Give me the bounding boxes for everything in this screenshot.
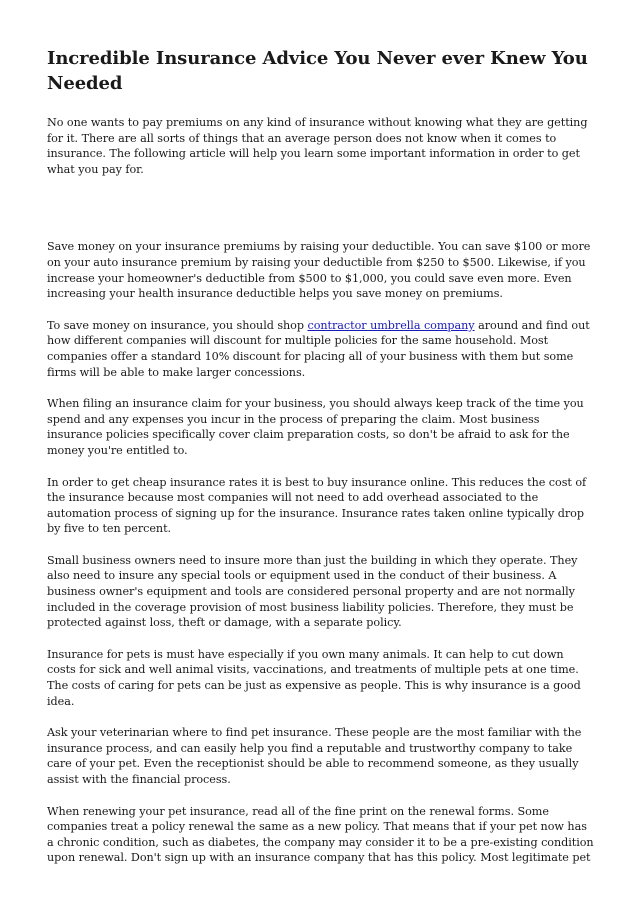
paragraph-small-business: Small business owners need to insure more than just the building in which they operate. They also need to insure any special tools or equipment used in the conduct of their business. A business owner's equipment and tools are considered personal property and are not normally included in the coverage provision of most business liability policies. Therefore, they must be protected against loss, theft or damage, with a separate policy. — [47, 553, 578, 630]
paragraph-claim: When filing an insurance claim for your business, you should always keep track of the time you spend and any expenses you incur in the process of preparing the claim. Most business insurance policies specifically cover claim preparation costs, so don't be afraid to ask for the money you're entitled to. — [47, 397, 584, 457]
document-title: Incredible Insurance Advice You Never ever Knew You Needed — [47, 48, 588, 94]
intro-paragraph: No one wants to pay premiums on any kind of insurance without knowing what they are getting for it. There are all sorts of things that an average person does not know when it comes to insurance. The following article will help you learn some important information in order to get what you pay for. — [47, 116, 588, 176]
paragraph-renewal: When renewing your pet insurance, read all of the fine print on the renewal forms. Some companies treat a policy renewal the same as a new policy. That means that if your pet now has a chronic condition, such as diabetes, the company may consider it to be a pre-existing condition upon renewal. Don't sign up with an insurance company that has this policy. Most legitimate pet — [47, 804, 594, 865]
paragraph-text: around and find out how different companies will discount for multiple policies for the same household. Most companies offer a standard 10% discount for placing all of your business with them but some firms will be able to make larger concessions. — [47, 318, 590, 379]
paragraph-veterinarian: Ask your veterinarian where to find pet insurance. These people are the most familiar with the insurance process, and can easily help you find a reputable and trustworthy company to take care of your pet. Even the receptionist should be able to recommend someone, as they usually assist with the financial process. — [47, 726, 582, 786]
paragraph-online: In order to get cheap insurance rates it is best to buy insurance online. This reduces the cost of the insurance because most companies will not need to add overhead associated to the automation process of signing up for the insurance. Insurance rates taken online typically drop by five to ten percent. — [47, 475, 587, 536]
paragraph-shop-around — [47, 318, 595, 380]
paragraph-pets: Insurance for pets is must have especially if you own many animals. It can help to cut down costs for sick and well animal visits, vaccinations, and treatments of multiple pets at one time. The costs of caring for pets can be just as expensive as people. This is why insurance is a good idea. — [47, 647, 581, 708]
contractor-umbrella-link[interactable]: contractor umbrella company — [307, 318, 475, 332]
document-page — [47, 46, 595, 866]
paragraph-deductible: Save money on your insurance premiums by raising your deductible. You can save $100 or more on your auto insurance premium by raising your deductible from $250 to $500. Likewise, if you increase your homeowner's deductible from $500 to $1,000, you could save even more. Even increasing your health insurance deductible helps you save money on premiums. — [47, 240, 591, 301]
paragraph-text: To save money on insurance, you should shop — [47, 318, 308, 332]
